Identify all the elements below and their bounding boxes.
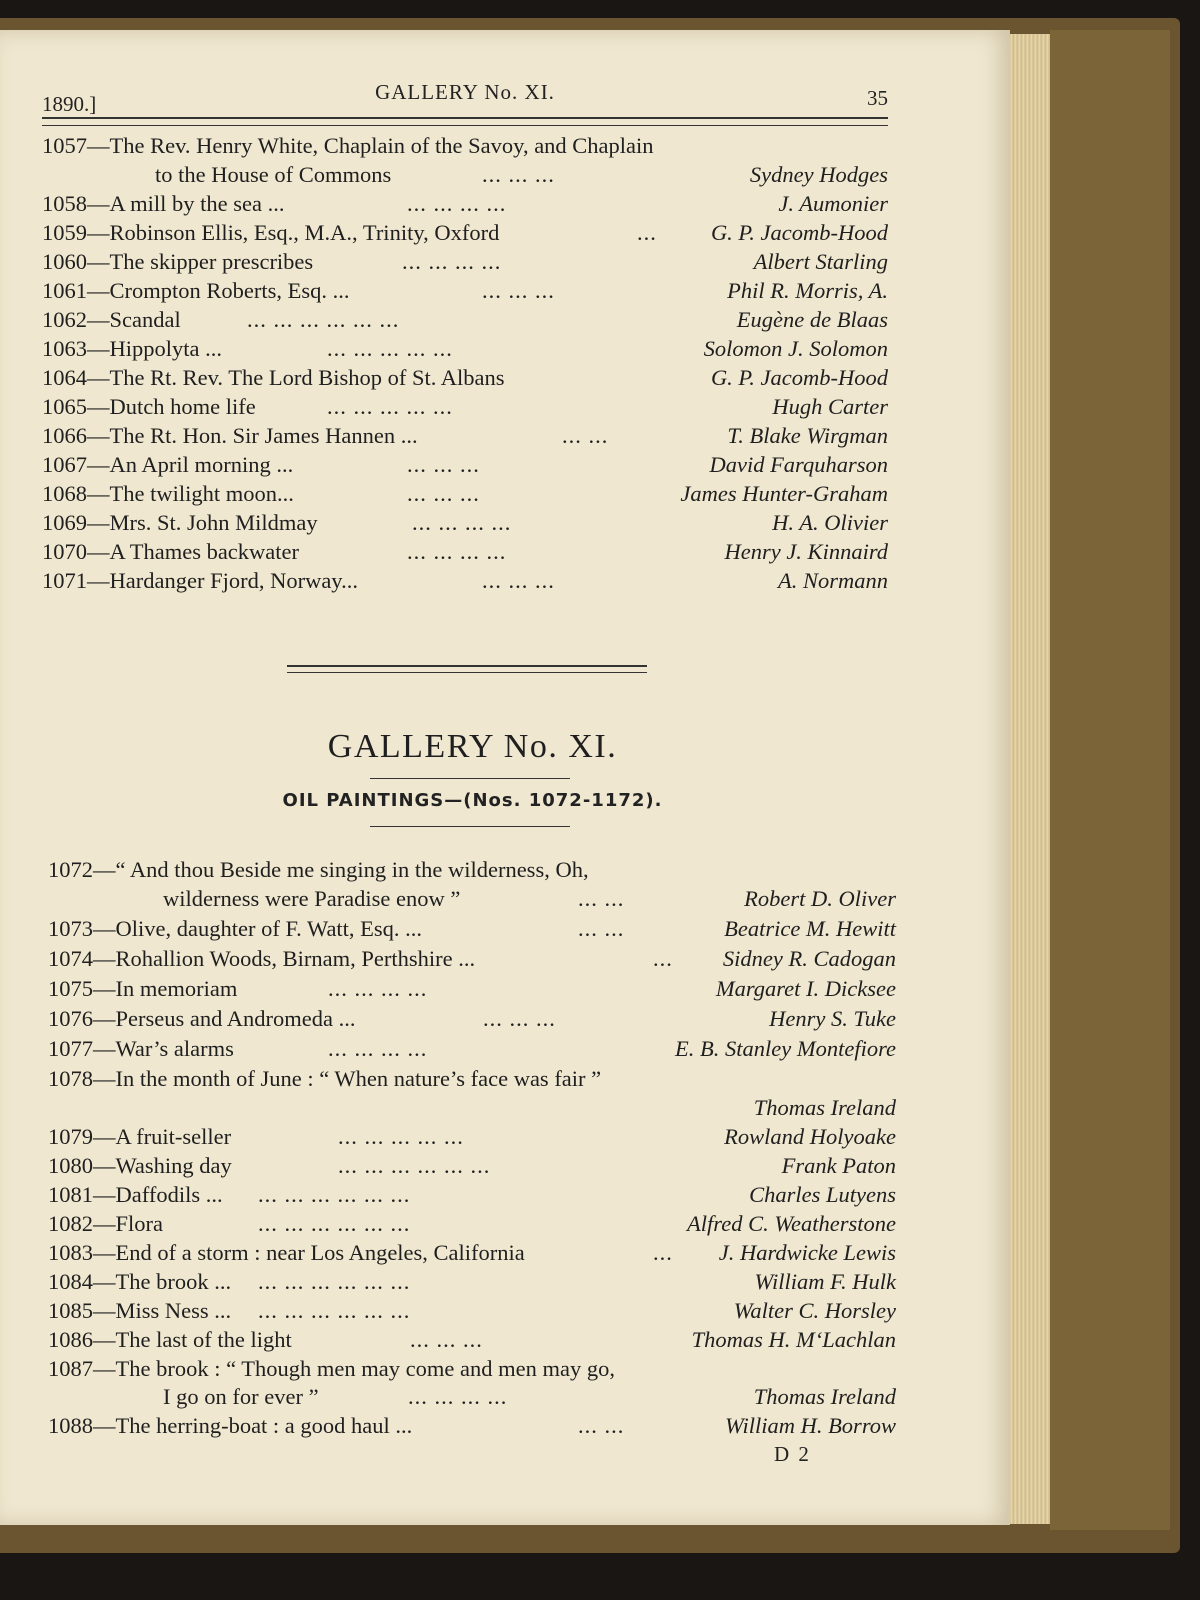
entry-artist: Hugh Carter	[772, 394, 888, 419]
leader-dots: ... ... ... ... ... ...	[258, 1269, 411, 1294]
entry-artist: Sydney Hodges	[749, 162, 888, 187]
entry-artist: Thomas H. M‘Lachlan	[691, 1327, 896, 1352]
catalogue-entry	[48, 1298, 896, 1324]
leader-dots: ... ... ...	[407, 452, 480, 477]
entry-title-continued: to the House of Commons	[155, 162, 392, 187]
entry-title: 1069—Mrs. St. John Mildmay	[42, 510, 318, 535]
entry-title: 1064—The Rt. Rev. The Lord Bishop of St. Albans	[42, 365, 505, 390]
leader-dots: ... ... ... ... ... ...	[258, 1182, 411, 1207]
leader-dots: ... ... ... ... ...	[327, 336, 453, 361]
catalogue-entry	[42, 510, 888, 536]
book-board	[1050, 30, 1170, 1530]
entry-title: 1083—End of a storm : near Los Angeles, California	[48, 1240, 525, 1265]
entry-artist: Rowland Holyoake	[724, 1124, 896, 1149]
entry-title: 1087—The brook : “ Though men may come and men may go,	[48, 1356, 615, 1381]
catalogue-entry	[42, 452, 888, 478]
catalogue-entry	[48, 1211, 896, 1237]
catalogue-entry	[42, 278, 888, 304]
catalogue-entry	[42, 162, 888, 188]
entry-title: 1086—The last of the light	[48, 1327, 292, 1352]
header-title: GALLERY No. XI.	[375, 80, 555, 104]
entry-title: 1061—Crompton Roberts, Esq. ...	[42, 278, 350, 303]
entry-artist: Charles Lutyens	[749, 1182, 896, 1207]
catalogue-entry	[42, 481, 888, 507]
entry-title: 1062—Scandal	[42, 307, 181, 332]
catalogue-entry	[48, 1153, 896, 1179]
subtitle-rule-bottom	[370, 826, 570, 827]
entry-title: 1080—Washing day	[48, 1153, 232, 1178]
leader-dots: ... ... ... ... ... ...	[247, 307, 400, 332]
entry-title: 1067—An April morning ...	[42, 452, 294, 477]
catalogue-entry	[42, 423, 888, 449]
entry-artist: Frank Paton	[781, 1153, 896, 1178]
catalogue-entry	[42, 365, 888, 391]
entry-artist: Thomas Ireland	[753, 1095, 896, 1120]
subtitle-rule-top	[370, 778, 570, 779]
catalogue-entry	[42, 539, 888, 565]
entry-title: 1066—The Rt. Hon. Sir James Hannen ...	[42, 423, 418, 448]
entry-title: 1058—A mill by the sea ...	[42, 191, 285, 216]
leader-dots: ... ...	[578, 916, 625, 941]
catalogue-entry	[48, 1124, 896, 1150]
entry-artist: Sidney R. Cadogan	[722, 946, 896, 971]
entry-title: 1075—In memoriam	[48, 976, 238, 1001]
catalogue-entry	[48, 1006, 896, 1032]
header-rule	[42, 117, 888, 126]
catalogue-entry	[42, 133, 654, 159]
entry-title: 1084—The brook ...	[48, 1269, 232, 1294]
entry-artist: Henry J. Kinnaird	[724, 539, 888, 564]
leader-dots: ... ... ... ... ...	[327, 394, 453, 419]
entry-artist: J. Hardwicke Lewis	[718, 1240, 896, 1265]
leader-dots: ... ... ... ...	[407, 191, 507, 216]
leader-dots: ... ... ...	[407, 481, 480, 506]
leader-dots: ... ...	[578, 1413, 625, 1438]
catalogue-entry	[48, 1269, 896, 1295]
catalogue-entry	[42, 191, 888, 217]
entry-artist: Margaret I. Dicksee	[715, 976, 896, 1001]
catalogue-entry	[48, 1327, 896, 1353]
leader-dots: ... ... ... ... ... ...	[258, 1211, 411, 1236]
entry-artist: Thomas Ireland	[753, 1384, 896, 1409]
entry-title: 1076—Perseus and Andromeda ...	[48, 1006, 356, 1031]
entry-title: 1065—Dutch home life	[42, 394, 256, 419]
entry-artist: Solomon J. Solomon	[703, 336, 888, 361]
entry-title: 1074—Rohallion Woods, Birnam, Perthshire ...	[48, 946, 476, 971]
leader-dots: ... ... ... ...	[328, 1036, 428, 1061]
entry-artist: J. Aumonier	[778, 191, 888, 216]
catalogue-entry	[42, 394, 888, 420]
leader-dots: ... ... ... ...	[412, 510, 512, 535]
entry-artist: Henry S. Tuke	[769, 1006, 896, 1031]
entry-title-continued: wilderness were Paradise enow ”	[163, 886, 461, 911]
entry-artist: Eugène de Blaas	[736, 307, 888, 332]
catalogue-entry	[48, 1240, 896, 1266]
catalogue-entry	[48, 1066, 601, 1092]
catalogue-entry	[48, 1413, 896, 1439]
entry-title: 1060—The skipper prescribes	[42, 249, 314, 274]
entry-title: 1078—In the month of June : “ When nature’s face was fair ”	[48, 1066, 602, 1091]
entry-artist: Walter C. Horsley	[733, 1298, 896, 1323]
entry-artist: William F. Hulk	[754, 1269, 896, 1294]
page-edges	[1010, 34, 1050, 1524]
signature-mark: D 2	[774, 1442, 811, 1466]
leader-dots: ... ... ...	[482, 162, 555, 187]
catalogue-entry	[42, 336, 888, 362]
entry-artist: T. Blake Wirgman	[727, 423, 888, 448]
entry-artist: G. P. Jacomb-Hood	[710, 365, 888, 390]
leader-dots: ... ... ...	[410, 1327, 483, 1352]
catalogue-entry	[48, 916, 896, 942]
leader-dots: ... ... ... ...	[328, 976, 428, 1001]
entry-title: 1059—Robinson Ellis, Esq., M.A., Trinity, Oxford	[42, 220, 500, 245]
leader-dots: ... ... ... ... ... ...	[258, 1298, 411, 1323]
leader-dots: ...	[637, 220, 657, 245]
catalogue-entry	[42, 220, 888, 246]
running-header	[42, 80, 888, 114]
catalogue-entry	[48, 1356, 615, 1382]
entry-title: 1088—The herring-boat : a good haul ...	[48, 1413, 413, 1438]
catalogue-entry	[48, 1384, 896, 1410]
entry-artist: Alfred C. Weatherstone	[687, 1211, 896, 1236]
leader-dots: ... ...	[562, 423, 609, 448]
entry-artist: G. P. Jacomb-Hood	[710, 220, 888, 245]
catalogue-entry	[48, 857, 589, 883]
entry-title: 1081—Daffodils ...	[48, 1182, 223, 1207]
entry-title: 1079—A fruit-seller	[48, 1124, 232, 1149]
leader-dots: ... ... ... ... ...	[338, 1124, 464, 1149]
leader-dots: ... ... ...	[482, 278, 555, 303]
entry-artist: E. B. Stanley Montefiore	[675, 1036, 896, 1061]
entry-title: 1057—The Rev. Henry White, Chaplain of the Savoy, and Chaplain	[42, 133, 654, 158]
leader-dots: ... ... ... ...	[402, 249, 502, 274]
catalogue-entry	[48, 886, 896, 912]
entry-title: 1071—Hardanger Fjord, Norway...	[42, 568, 358, 593]
catalogue-entry	[48, 1036, 896, 1062]
entry-artist: David Farquharson	[709, 452, 888, 477]
leader-dots: ... ... ... ...	[407, 539, 507, 564]
catalogue-entry	[48, 976, 896, 1002]
leader-dots: ... ... ...	[483, 1006, 556, 1031]
entry-artist: Phil R. Morris, A.	[727, 278, 888, 303]
entry-artist: William H. Borrow	[724, 1413, 896, 1438]
catalogue-entry	[42, 307, 888, 333]
entry-artist: James Hunter-Graham	[680, 481, 888, 506]
entry-artist: Robert D. Oliver	[744, 886, 896, 911]
entry-title: 1072—“ And thou Beside me singing in the wilderness, Oh,	[48, 857, 589, 882]
catalogue-entry	[42, 249, 888, 275]
entry-artist: Beatrice M. Hewitt	[724, 916, 896, 941]
entry-title: 1068—The twilight moon...	[42, 481, 294, 506]
catalogue-entry	[42, 568, 888, 594]
leader-dots: ... ... ... ...	[408, 1384, 508, 1409]
entry-title: 1070—A Thames backwater	[42, 539, 300, 564]
leader-dots: ...	[653, 1240, 673, 1265]
entry-artist: H. A. Olivier	[772, 510, 888, 535]
section-divider	[287, 665, 647, 673]
catalogue-entry	[48, 946, 896, 972]
entry-title-continued: I go on for ever ”	[163, 1384, 319, 1409]
entry-title: 1077—War’s alarms	[48, 1036, 234, 1061]
gallery-heading: GALLERY No. XI.	[327, 728, 618, 765]
header-year: 1890.]	[42, 92, 97, 116]
leader-dots: ...	[653, 946, 673, 971]
entry-title: 1082—Flora	[48, 1211, 163, 1236]
page-number: 35	[867, 86, 888, 110]
entry-title: 1063—Hippolyta ...	[42, 336, 222, 361]
leader-dots: ... ... ... ... ... ...	[338, 1153, 491, 1178]
entry-artist: A. Normann	[777, 568, 888, 593]
leader-dots: ... ... ...	[482, 568, 555, 593]
catalogue-entry	[48, 1182, 896, 1208]
leader-dots: ... ...	[578, 886, 625, 911]
entry-artist: Albert Starling	[753, 249, 888, 274]
entry-title: 1085—Miss Ness ...	[48, 1298, 232, 1323]
catalogue-entry	[48, 1095, 896, 1121]
entry-title: 1073—Olive, daughter of F. Watt, Esq. ...	[48, 916, 423, 941]
gallery-subheading: OIL PAINTINGS—(Nos. 1072-1172).	[282, 790, 663, 811]
